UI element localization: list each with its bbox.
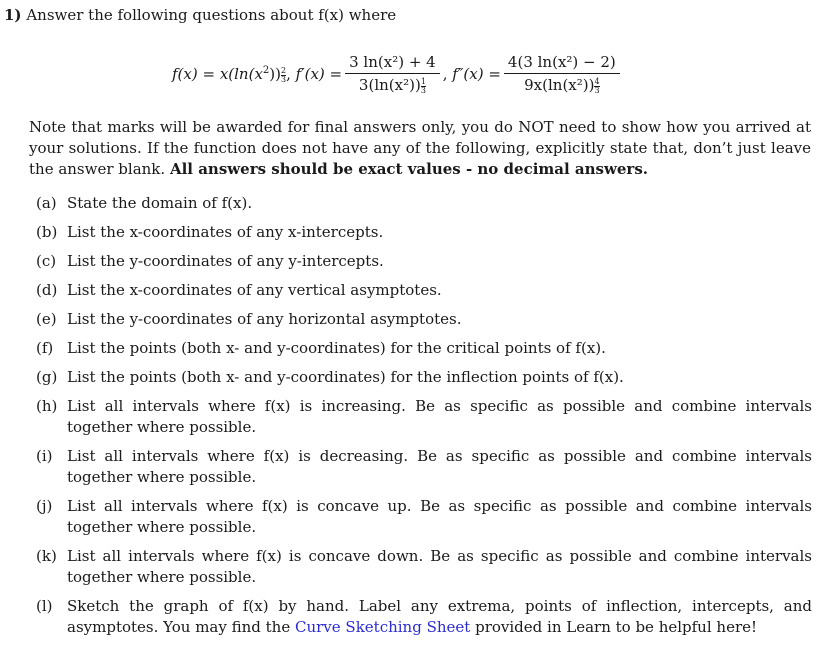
part-i: (i) List all intervals where f(x) is decreasing. Be as specific as possible and combine intervals together where possible. bbox=[36, 447, 812, 486]
curve-sketching-sheet-link[interactable]: Curve Sketching Sheet bbox=[295, 618, 471, 636]
part-j: (j) List all intervals where f(x) is concave up. Be as specific as possible and combine intervals together where possible. bbox=[36, 497, 812, 536]
fdouble-label: f″(x) = bbox=[452, 65, 501, 83]
fprime-denominator: 3(ln(x²)) $\frac{1}{3}$ bbox=[358, 76, 426, 95]
part-f: (f) List the points (both x- and y-coordinates) for the critical points of f(x). bbox=[36, 339, 606, 357]
part-c: (c) List the y-coordinates of any y-intercepts. bbox=[36, 252, 384, 270]
question-intro: Answer the following questions about f(x) where bbox=[26, 6, 397, 24]
part-b: (b) List the x-coordinates of any x-intercepts. bbox=[36, 223, 384, 241]
function-definitions: $f(x) = x(\ln(x^2))$ $\frac{2}{3}$ , f′(x) = 3 ln(x²) + 4 3(ln(x²)) $\frac{1}{3}$ , f″(x) = 4(3 ln(x²) − 2) 9x(ln(x²)) $\frac{4}{3}$ bbox=[172, 46, 623, 102]
fprime-numerator: 3 ln(x²) + 4 bbox=[345, 53, 440, 74]
question-number: 1) bbox=[4, 6, 22, 24]
part-l: (l) Sketch the graph of f(x) by hand. Label any extrema, points of inflection, intercepts, and asymptotes. You may find the Curve Sketching Sheet provided in Learn to be helpful here! bbox=[36, 597, 812, 636]
note-bold: All answers should be exact values - no decimal answers. bbox=[169, 160, 649, 178]
fdouble-numerator: 4(3 ln(x²) − 2) bbox=[504, 53, 620, 74]
fdouble-denominator: 9x(ln(x²)) $\frac{4}{3}$ bbox=[524, 76, 600, 95]
f-definition: $f(x) = x(\ln(x^2))$ $\frac{2}{3}$ , bbox=[172, 64, 296, 84]
question-parts bbox=[36, 193, 812, 646]
part-g: (g) List the points (both x- and y-coordinates) for the inflection points of f(x). bbox=[36, 368, 624, 386]
question-header bbox=[4, 6, 396, 24]
fprime-fraction bbox=[345, 53, 440, 95]
part-a: (a) State the domain of f(x). bbox=[36, 194, 253, 212]
fprime-label: f′(x) = bbox=[295, 65, 343, 83]
part-k: (k) List all intervals where f(x) is concave down. Be as specific as possible and combine intervals together where possible. bbox=[36, 547, 812, 586]
part-d: (d) List the x-coordinates of any vertical asymptotes. bbox=[36, 281, 442, 299]
part-h: (h) List all intervals where f(x) is increasing. Be as specific as possible and combine intervals together where possible. bbox=[36, 397, 812, 436]
note-text: Note that marks will be awarded for final answers only, you do NOT need to show how you arrived at your solutions. If the function does not have any of the following, explicitly state that, don’t just leave the answer blank. bbox=[29, 118, 811, 178]
part-e: (e) List the y-coordinates of any horizontal asymptotes. bbox=[36, 310, 462, 328]
fdouble-fraction bbox=[504, 53, 620, 95]
instructions-note bbox=[29, 117, 811, 180]
